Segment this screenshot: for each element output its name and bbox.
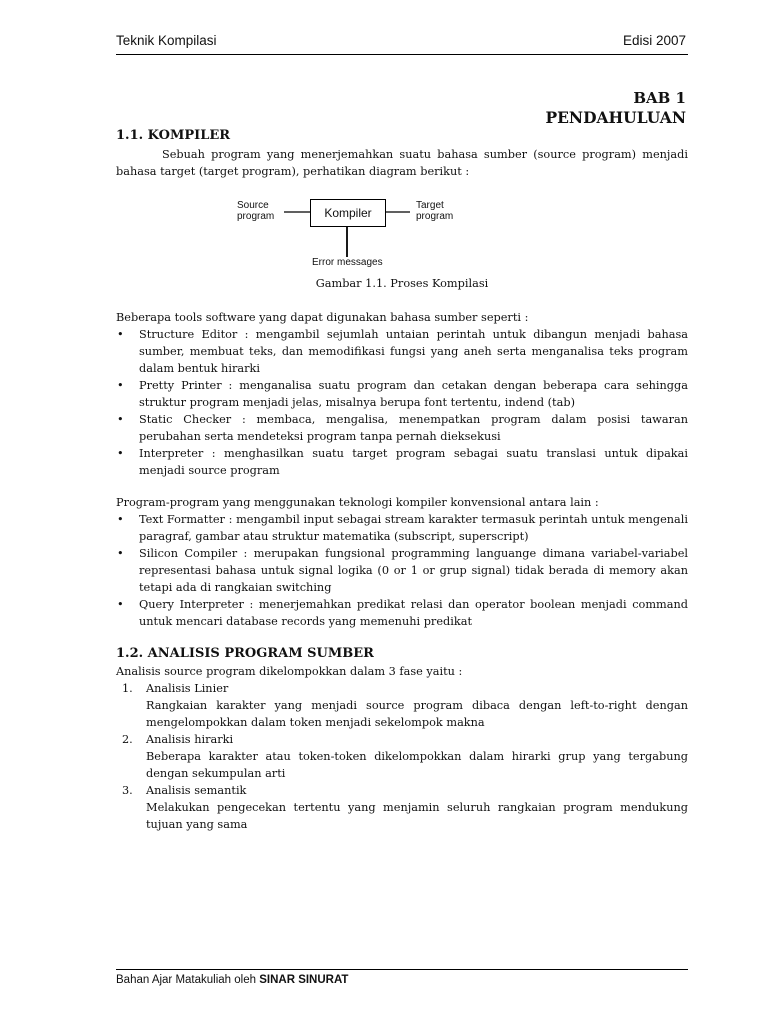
phase-number: 1. (122, 682, 133, 695)
section1-intro: Sebuah program yang menerjemahkan suatu bahasa sumber (source program) menjadi bahasa target (target program), perhatikan diagram berikut : (116, 148, 688, 178)
header-title: Teknik Kompilasi (116, 33, 217, 48)
bullet-icon: • (117, 547, 124, 560)
list-item (116, 511, 688, 545)
phase-description: Melakukan pengecekan tertentu yang menjamin seluruh rangkaian program mendukung tujuan yang sama (146, 801, 688, 831)
list-item (116, 326, 688, 377)
bullet-icon: • (117, 379, 124, 392)
target-program-label (416, 200, 453, 222)
target-label-line1: Target (416, 200, 444, 211)
compilation-diagram (230, 193, 462, 271)
header-rule (116, 54, 688, 55)
list-item-text: Text Formatter : mengambil input sebagai stream karakter termasuk perintah untuk mengenali paragraf, gambar atau struktur matematika (subscript, superscript) (139, 513, 688, 543)
page-footer (116, 974, 348, 986)
footer-prefix: Bahan Ajar Matakuliah oleh (116, 974, 257, 986)
tools-intro: Beberapa tools software yang dapat digunakan bahasa sumber seperti : (116, 311, 529, 324)
header-edition: Edisi 2007 (622, 33, 686, 48)
phase-number: 3. (122, 784, 133, 797)
source-program-label (237, 200, 274, 222)
target-label-line2: program (416, 211, 454, 222)
tools-block (116, 309, 688, 479)
list-item-text: Structure Editor : mengambil sejumlah untaian perintah untuk dibangun menjadi bahasa sumber, membuat teks, dan memodifikasi fungsi yang aneh serta menganalisa teks program dalam bentuk hirarki (139, 328, 688, 375)
list-item (116, 782, 688, 833)
bullet-icon: • (117, 513, 124, 526)
error-messages-label: Error messages (312, 257, 383, 268)
list-item-text: Interpreter : menghasilkan suatu target program sebagai suatu translasi untuk dipakai menjadi source program (139, 447, 688, 477)
list-item (116, 445, 688, 479)
footer-rule (116, 969, 688, 970)
tools-list (116, 326, 688, 479)
list-item (116, 545, 688, 596)
chapter-title: PENDAHULUAN (545, 108, 686, 127)
bullet-icon: • (117, 328, 124, 341)
section-heading-analisis: 1.2. ANALISIS PROGRAM SUMBER (116, 646, 374, 661)
list-item-text: Static Checker : membaca, mengalisa, menempatkan program dalam posisi tawaran perubahan serta mendeteksi program tanpa pernah dieksekusi (139, 413, 688, 443)
programs-intro: Program-program yang menggunakan teknologi kompiler konvensional antara lain : (116, 496, 599, 509)
bullet-icon: • (117, 413, 124, 426)
source-label-line1: Source (237, 200, 269, 211)
list-item (116, 377, 688, 411)
chapter-number: BAB 1 (633, 89, 686, 107)
list-item-text: Query Interpreter : menerjemahkan predikat relasi dan operator boolean menjadi command untuk mencari database records yang memenuhi predikat (139, 598, 688, 628)
programs-list (116, 511, 688, 630)
list-item (116, 731, 688, 782)
bullet-icon: • (117, 598, 124, 611)
section2-intro: Analisis source program dikelompokkan dalam 3 fase yaitu : (116, 665, 463, 678)
phase-title: Analisis hirarki (146, 733, 234, 746)
section2-block (116, 663, 688, 833)
list-item (116, 411, 688, 445)
section-heading-kompiler: 1.1. KOMPILER (116, 128, 231, 143)
phase-number: 2. (122, 733, 133, 746)
footer-author: SINAR SINURAT (259, 974, 349, 986)
list-item (116, 596, 688, 630)
phase-title: Analisis Linier (146, 682, 229, 695)
source-label-line2: program (237, 211, 275, 222)
list-item-text: Pretty Printer : menganalisa suatu program dan cetakan dengan beberapa cara sehingga struktur program menjadi jelas, misalnya berupa font tertentu, indend (tab) (139, 379, 688, 409)
programs-block (116, 494, 688, 630)
phases-list (116, 680, 688, 833)
page-header (116, 33, 686, 51)
bullet-icon: • (117, 447, 124, 460)
phase-description: Rangkaian karakter yang menjadi source program dibaca dengan left-to-right dengan mengelompokkan dalam token menjadi sekelompok makna (146, 699, 688, 729)
kompiler-box: Kompiler (310, 199, 386, 227)
figure-caption: Gambar 1.1. Proses Kompilasi (315, 277, 489, 290)
phase-title: Analisis semantik (146, 784, 247, 797)
list-item (116, 680, 688, 731)
list-item-text: Silicon Compiler : merupakan fungsional programming languange dimana variabel-variabel representasi bahasa untuk signal logika (0 or 1 or grup signal) tidak berada di memory akan tetapi ada di rangkaian switching (139, 547, 688, 594)
phase-description: Beberapa karakter atau token-token dikelompokkan dalam hirarki grup yang tergabung dengan sekumpulan arti (146, 750, 688, 780)
